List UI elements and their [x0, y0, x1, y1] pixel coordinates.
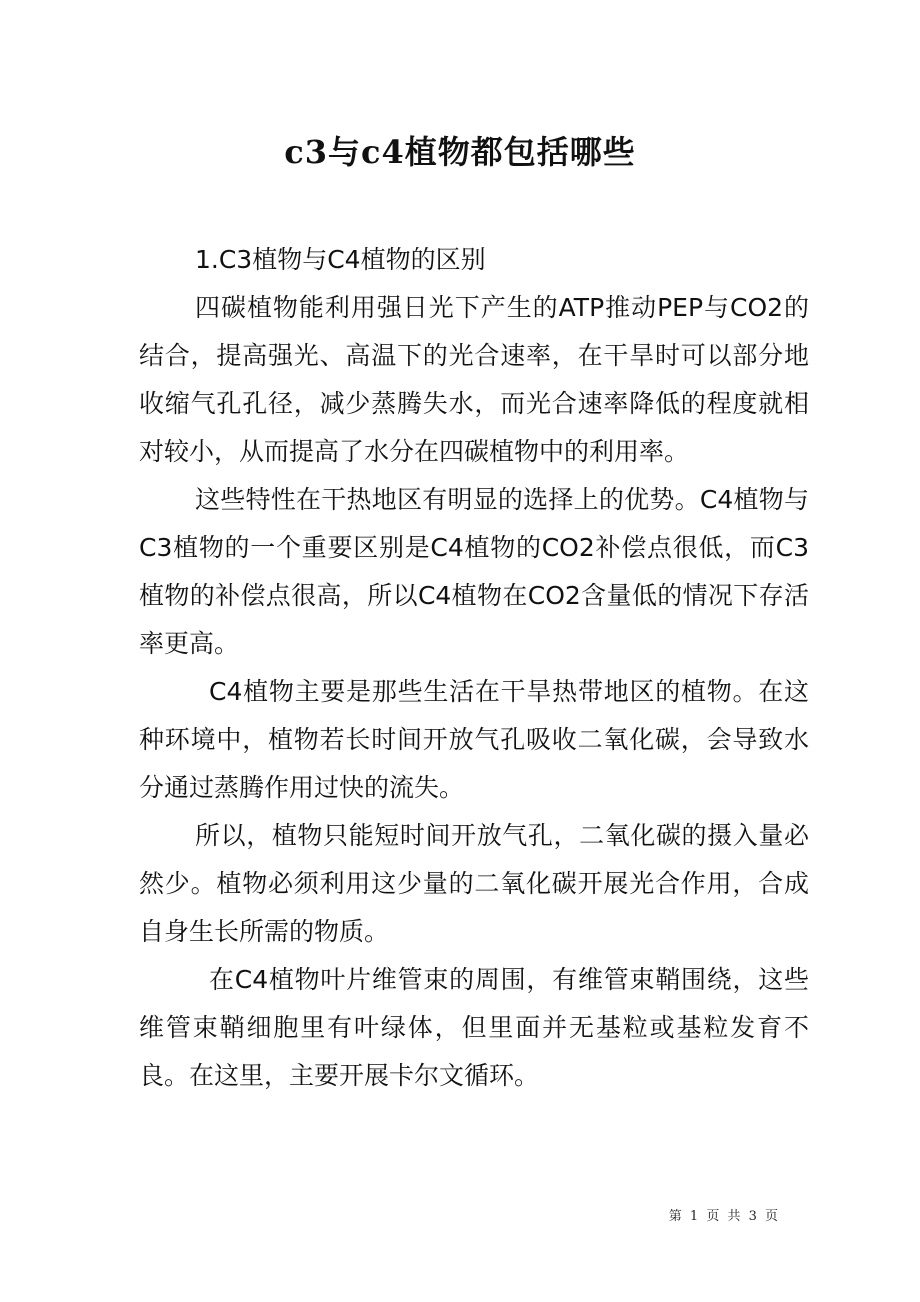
document-title: c3与c4植物都包括哪些 — [284, 133, 636, 171]
paragraph-co2-compensation: 这些特性在干热地区有明显的选择上的优势。C4植物与C3植物的一个重要区别是C4植物的CO2补偿点很低，而C3植物的补偿点很高，所以C4植物在CO2含量低的情况下存活率更高。 — [139, 485, 809, 658]
paragraph-c4-advantages: 四碳植物能利用强日光下产生的ATP推动PEP与CO2的结合，提高强光、高温下的光合速率，在干旱时可以部分地收缩气孔孔径，减少蒸腾失水，而光合速率降低的程度就相对较小，从而提高了水分在四碳植物中的利用率。 — [139, 293, 809, 466]
paragraph-stomata: 所以，植物只能短时间开放气孔，二氧化碳的摄入量必然少。植物必须利用这少量的二氧化碳开展光合作用，合成自身生长所需的物质。 — [139, 821, 809, 946]
paragraph-c4-habitat: C4植物主要是那些生活在干旱热带地区的植物。在这种环境中，植物若长时间开放气孔吸收二氧化碳，会导致水分通过蒸腾作用过快的流失。 — [139, 677, 809, 802]
page-number-footer: 第 1 页 共 3 页 — [668, 1209, 780, 1224]
document-body — [139, 236, 809, 1100]
section-heading: 1.C3植物与C4植物的区别 — [195, 245, 486, 274]
paragraph-bundle-sheath: 在C4植物叶片维管束的周围，有维管束鞘围绕，这些维管束鞘细胞里有叶绿体，但里面并无基粒或基粒发育不良。在这里，主要开展卡尔文循环。 — [139, 965, 809, 1090]
